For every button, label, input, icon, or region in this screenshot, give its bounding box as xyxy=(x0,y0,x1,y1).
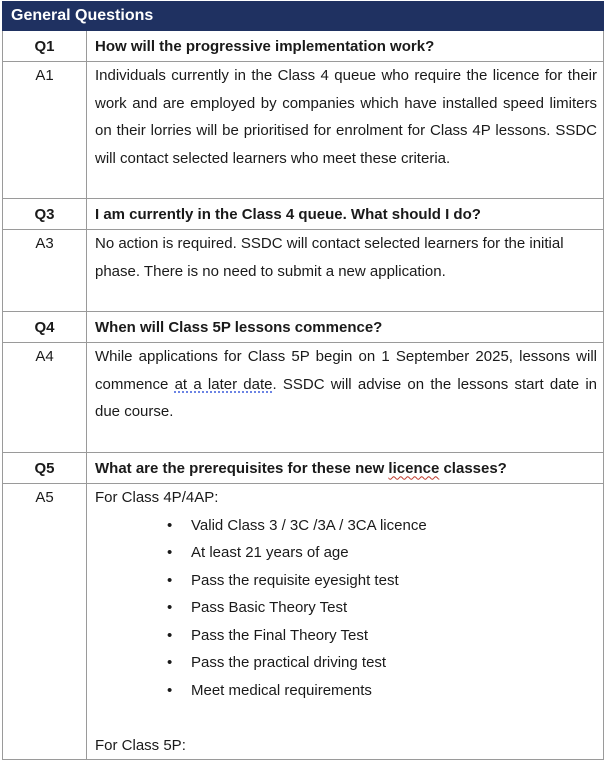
answer-number: A5 xyxy=(3,484,87,760)
list-item: • Pass the requisite eyesight test xyxy=(167,567,597,595)
answer-row xyxy=(3,484,604,760)
spelling-marked-word: licence xyxy=(388,459,440,477)
answer-number: A3 xyxy=(3,230,87,312)
question-text: When will Class 5P lessons commence? xyxy=(87,312,604,343)
class-5p-intro: For Class 5P: xyxy=(95,736,186,754)
question-number: Q4 xyxy=(3,312,87,343)
question-row xyxy=(3,31,604,62)
answer-text xyxy=(95,343,597,426)
list-item: • Meet medical requirements xyxy=(167,677,597,705)
question-text: How will the progressive implementation work? xyxy=(87,31,604,62)
question-row xyxy=(3,453,604,484)
list-item: • Pass the Final Theory Test xyxy=(167,622,597,650)
answer-row xyxy=(3,62,604,199)
answer-text-part: . SSDC will advise on the lessons start date in due course. xyxy=(95,375,597,420)
question-number: Q5 xyxy=(3,453,87,484)
answer-text: Individuals currently in the Class 4 queue who require the licence for their work and are employed by companies which have installed speed limiters on their lorries will be prioritised for enrolment for Class 4P lessons. SSDC will contact selected learners who meet these criteria. xyxy=(95,67,597,167)
answer-row xyxy=(3,343,604,453)
answer-text: No action is required. SSDC will contact selected learners for the initial phase. There is no need to submit a new application. xyxy=(95,235,564,280)
header-row xyxy=(3,2,604,31)
answer-row xyxy=(3,230,604,312)
question-text: I am currently in the Class 4 queue. What should I do? xyxy=(87,199,604,230)
faq-table xyxy=(2,1,604,760)
list-item: • Pass the practical driving test xyxy=(167,649,597,677)
question-row xyxy=(3,312,604,343)
list-item: • Valid Class 3 / 3C /3A / 3CA licence xyxy=(167,512,597,540)
requirements-list xyxy=(95,512,597,705)
question-number: Q1 xyxy=(3,31,87,62)
question-number: Q3 xyxy=(3,199,87,230)
section-title: General Questions xyxy=(3,2,604,31)
list-item: • At least 21 years of age xyxy=(167,539,597,567)
question-text-part: classes? xyxy=(439,459,507,477)
answer-number: A1 xyxy=(3,62,87,199)
answer-text-part: While applications for Class 5P begin on 1 September 2025, lessons will commence xyxy=(95,348,597,393)
question-row xyxy=(3,199,604,230)
grammar-marked-phrase: at a later date xyxy=(174,375,273,393)
question-text-part: What are the prerequisites for these new xyxy=(95,459,389,477)
question-text xyxy=(87,453,604,484)
list-item: • Pass Basic Theory Test xyxy=(167,594,597,622)
class-4p-intro: For Class 4P/4AP: xyxy=(95,489,219,506)
answer-number: A4 xyxy=(3,343,87,453)
